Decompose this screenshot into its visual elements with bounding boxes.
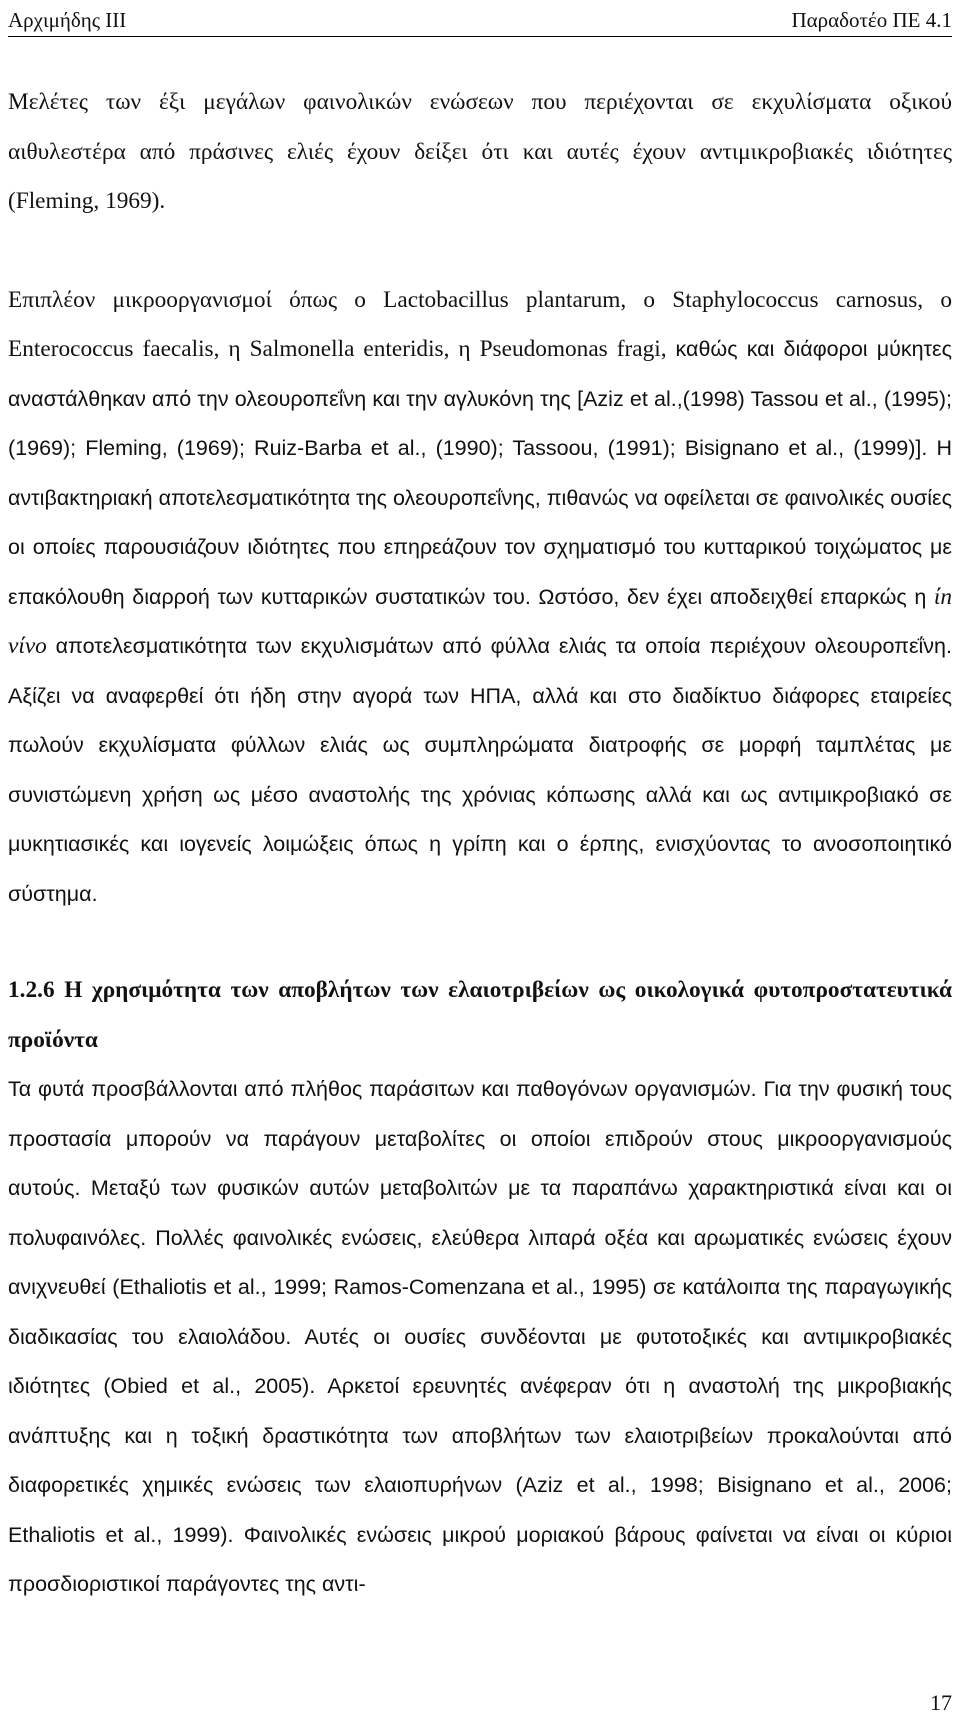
- paragraph-2: [8, 276, 952, 920]
- page-header: [8, 6, 952, 37]
- section-number: 1.2.6: [8, 977, 55, 1003]
- header-left: Αρχιμήδης ΙΙΙ: [8, 8, 127, 32]
- paragraph-2-part-d: αποτελεσματικότητα των εκχυλισμάτων από φύλλα ελιάς τα οποία περιέχουν ολεουροπεΐνη. Αξίζει να αναφερθεί ότι ήδη στην αγορά των ΗΠΑ, αλλά και στο διαδίκτυο διάφορες εταιρείες πωλούν εκχυλίσματα φύλλων ελιάς ως συμπληρώματα διατροφής σε μορφή ταμπλέτας με συνιστώμενη χρήση ως μέσο αναστολής της χρόνιας κόπωσης αλλά και ως αντιμικροβιακό σε μυκητιασικές και ιογενείς λοιμώξεις όπως η γρίπη και ο έρπης, ενισχύοντας το ανοσοποιητικό σύστημα.: [8, 634, 952, 906]
- section-title: Η χρησιμότητα των αποβλήτων των ελαιοτριβείων ως οικολογικά φυτοπροστατευτικά προϊόντα: [8, 977, 952, 1053]
- paragraph-1: Μελέτες των έξι μεγάλων φαινολικών ενώσεων που περιέχονται σε εκχυλίσματα οξικού αιθυλεστέρα από πράσινες ελιές έχουν δείξει ότι και αυτές έχουν αντιμικροβιακές ιδιότητες (Fleming, 1969).: [8, 89, 952, 214]
- paragraph-2-part-a: Επιπλέον μικροοργανισμοί όπως ο Lactobacillus plantarum, ο Staphylococcus carnosus, ο Enterococcus faecalis, η Salmonella enteridis, η Pseudomonas fragi,: [8, 286, 952, 362]
- page-number: 17: [930, 1690, 952, 1715]
- in-vivo-italic: ίn νίνo: [8, 583, 952, 659]
- section-heading: [8, 966, 952, 1065]
- paragraph-2-part-c: Ωστόσο, δεν έχει αποδειχθεί επαρκώς η: [538, 584, 927, 609]
- page-body: [8, 78, 952, 1610]
- header-right: Παραδοτέο ΠΕ 4.1: [791, 8, 952, 32]
- paragraph-3: Τα φυτά προσβάλλονται από πλήθος παράσιτων και παθογόνων οργανισμών. Για την φυσική τους προστασία μπορούν να παράγουν μεταβολίτες οι οποίοι επιδρούν στους μικροοργανισμούς αυτούς. Μεταξύ των φυσικών αυτών μεταβολιτών με τα παραπάνω χαρακτηριστικά είναι και οι πολυφαινόλες. Πολλές φαινολικές ενώσεις, ελεύθερα λιπαρά οξέα και αρωματικές ενώσεις έχουν ανιχνευθεί (Ethaliotis et al., 1999; Ramos-Comenzana et al., 1995) σε κατάλοιπα της παραγωγικής διαδικασίας του ελαιολάδου. Αυτές οι ουσίες συνδέονται με φυτοτοξικές και αντιμικροβιακές ιδιότητες (Obied et al., 2005). Αρκετοί ερευνητές ανέφεραν ότι η αναστολή της μικροβιακής ανάπτυξης και η τοξική δραστικότητα των αποβλήτων των ελαιοτριβείων προκαλούνται από διαφορετικές χημικές ενώσεις των ελαιοπυρήνων (Aziz et al., 1998; Bisignano et al., 2006; Ethaliotis et al., 1999). Φαινολικές ενώσεις μικρού μοριακού βάρους φαίνεται να είναι οι κύριοι προσδιοριστικοί παράγοντες της αντι-: [8, 1077, 952, 1596]
- paragraph-2-part-b: καθώς και διάφοροι μύκητες αναστάλθηκαν από την ολεουροπεΐνη και την αγλυκόνη της [Aziz et al.,(1998) Tassou et al., (1995); (1969); Fleming, (1969); Ruiz-Barba et al., (1990); Tassoou, (1991); Bisignano et al., (1999)]. Η αντιβακτηριακή αποτελεσματικότητα της ολεουροπεΐνης, πιθανώς να οφείλεται σε φαινολικές ουσίες οι οποίες παρουσιάζουν ιδιότητες που επηρεάζουν τον σχηματισμό του κυτταρικού τοιχώματος με επακόλουθη διαρροή των κυτταρικών συστατικών του.: [8, 337, 952, 609]
